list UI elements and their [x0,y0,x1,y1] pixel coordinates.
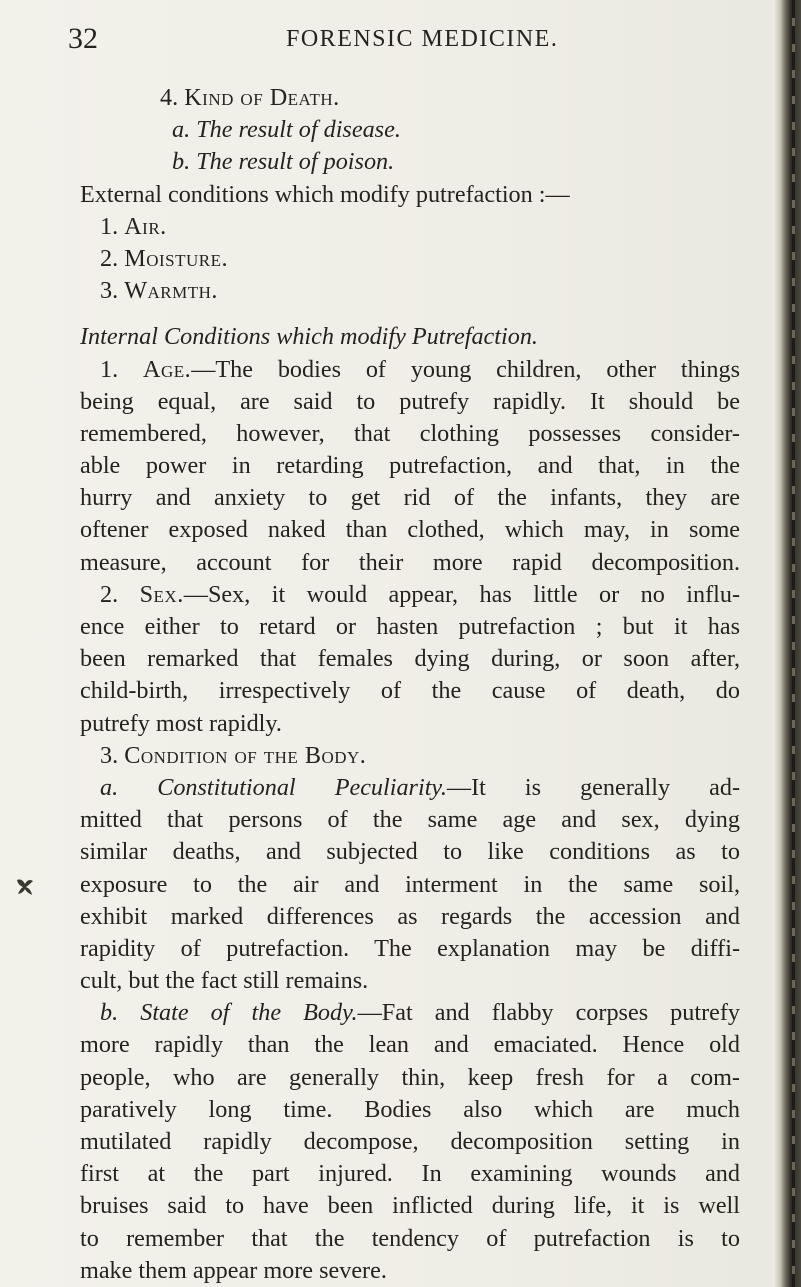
para-text: —The bodies of young children, other things [191,355,741,383]
section-number: 4. [160,84,179,111]
paragraph-line: bruises said to have been inflicted during life, it is well [80,1192,740,1220]
para-heading: Condition of the Body. [124,741,367,769]
item-label: a. [172,116,191,144]
paragraph-line: to remember that the tendency of putrefaction is to [80,1224,740,1252]
paragraph-line: being equal, are said to putrefy rapidly. It should be [80,387,740,415]
paragraph-line: child-birth, irrespectively of the cause of death, do [80,677,740,705]
para-heading: Sex. [139,580,184,608]
heading-text: Internal Conditions which modify Putrefaction. [80,323,538,351]
paragraph-line [80,354,740,386]
item-label: b. [172,148,191,176]
list-item [80,114,740,146]
para-label: b. [100,999,119,1027]
page-body [80,82,740,1287]
running-title: FORENSIC MEDICINE. [286,26,559,52]
book-spine-edge [773,0,801,1287]
para-label: a. [100,773,119,801]
paragraph-line [80,579,740,611]
item-text: The result of disease. [196,116,401,144]
paragraph-line: been remarked that females dying during, or soon after, [80,645,740,673]
paragraph-line: mitted that persons of the same age and sex, dying [80,806,740,834]
paragraph-line: paratively long time. Bodies also which are much [80,1095,740,1123]
para-text: —It is generally ad- [446,773,741,801]
paragraph-line: make them appear more severe. [80,1256,387,1284]
paragraph-line: more rapidly than the lean and emaciated. Hence old [80,1031,740,1059]
section-title: Kind of Death. [184,84,340,111]
para-heading: Constitutional Peculiarity. [157,773,447,801]
internal-conditions-heading [80,321,740,353]
paragraph-line: exhibit marked differences as regards the accession and [80,902,740,930]
kind-of-death-heading [80,82,740,114]
item-text: Moisture. [124,244,229,272]
spacer [80,307,740,321]
paragraph-line: remembered, however, that clothing possesses consider- [80,419,740,447]
item-text: Warmth. [124,277,218,305]
paragraph-line: people, who are generally thin, keep fresh for a com- [80,1063,740,1091]
list-item [80,275,740,307]
paragraph-line [80,772,740,804]
page-number: 32 [68,22,98,55]
para-text: —Sex, it would appear, has little or no influ- [183,580,740,608]
page-header [68,22,758,62]
list-item [80,146,740,178]
spine-stripe [792,0,795,1287]
para-label: 3. [100,741,119,769]
condition-heading [80,740,740,772]
paragraph-line: mutilated rapidly decompose, decomposition setting in [80,1128,740,1155]
external-conditions-intro: External conditions which modify putrefaction :— [80,180,570,208]
paragraph-line: oftener exposed naked than clothed, which may, in some [80,516,740,544]
list-item [80,211,740,243]
paragraph-line: exposure to the air and interment in the same soil, [80,870,740,898]
item-label: 3. [100,277,119,305]
paragraph-line: first at the part injured. In examining wounds and [80,1160,740,1188]
para-text: —Fat and flabby corpses putrefy [357,999,741,1027]
paragraph-line: hurry and anxiety to get rid of the infants, they are [80,484,740,512]
paragraph-line: ence either to retard or hasten putrefaction ; but it has [80,613,740,640]
paragraph-line: able power in retarding putrefaction, and that, in the [80,452,740,480]
para-label: 1. [100,355,119,383]
para-label: 2. [100,580,119,608]
item-label: 2. [100,244,119,272]
para-heading: State of the Body. [140,999,358,1027]
paragraph-line: cult, but the fact still remains. [80,967,369,995]
paragraph-line: rapidity of putrefaction. The explanation may be diffi- [80,934,740,962]
para-heading: Age. [143,355,192,383]
list-item [80,243,740,275]
printers-ornament-icon [14,876,36,898]
paragraph-line: similar deaths, and subjected to like conditions as to [80,838,740,866]
item-label: 1. [100,212,119,240]
item-text: Air. [124,212,167,240]
paragraph-line: putrefy most rapidly. [80,709,282,737]
item-text: The result of poison. [196,148,395,176]
paragraph-line: measure, account for their more rapid decomposition. [80,548,740,576]
paragraph-line [80,997,740,1029]
